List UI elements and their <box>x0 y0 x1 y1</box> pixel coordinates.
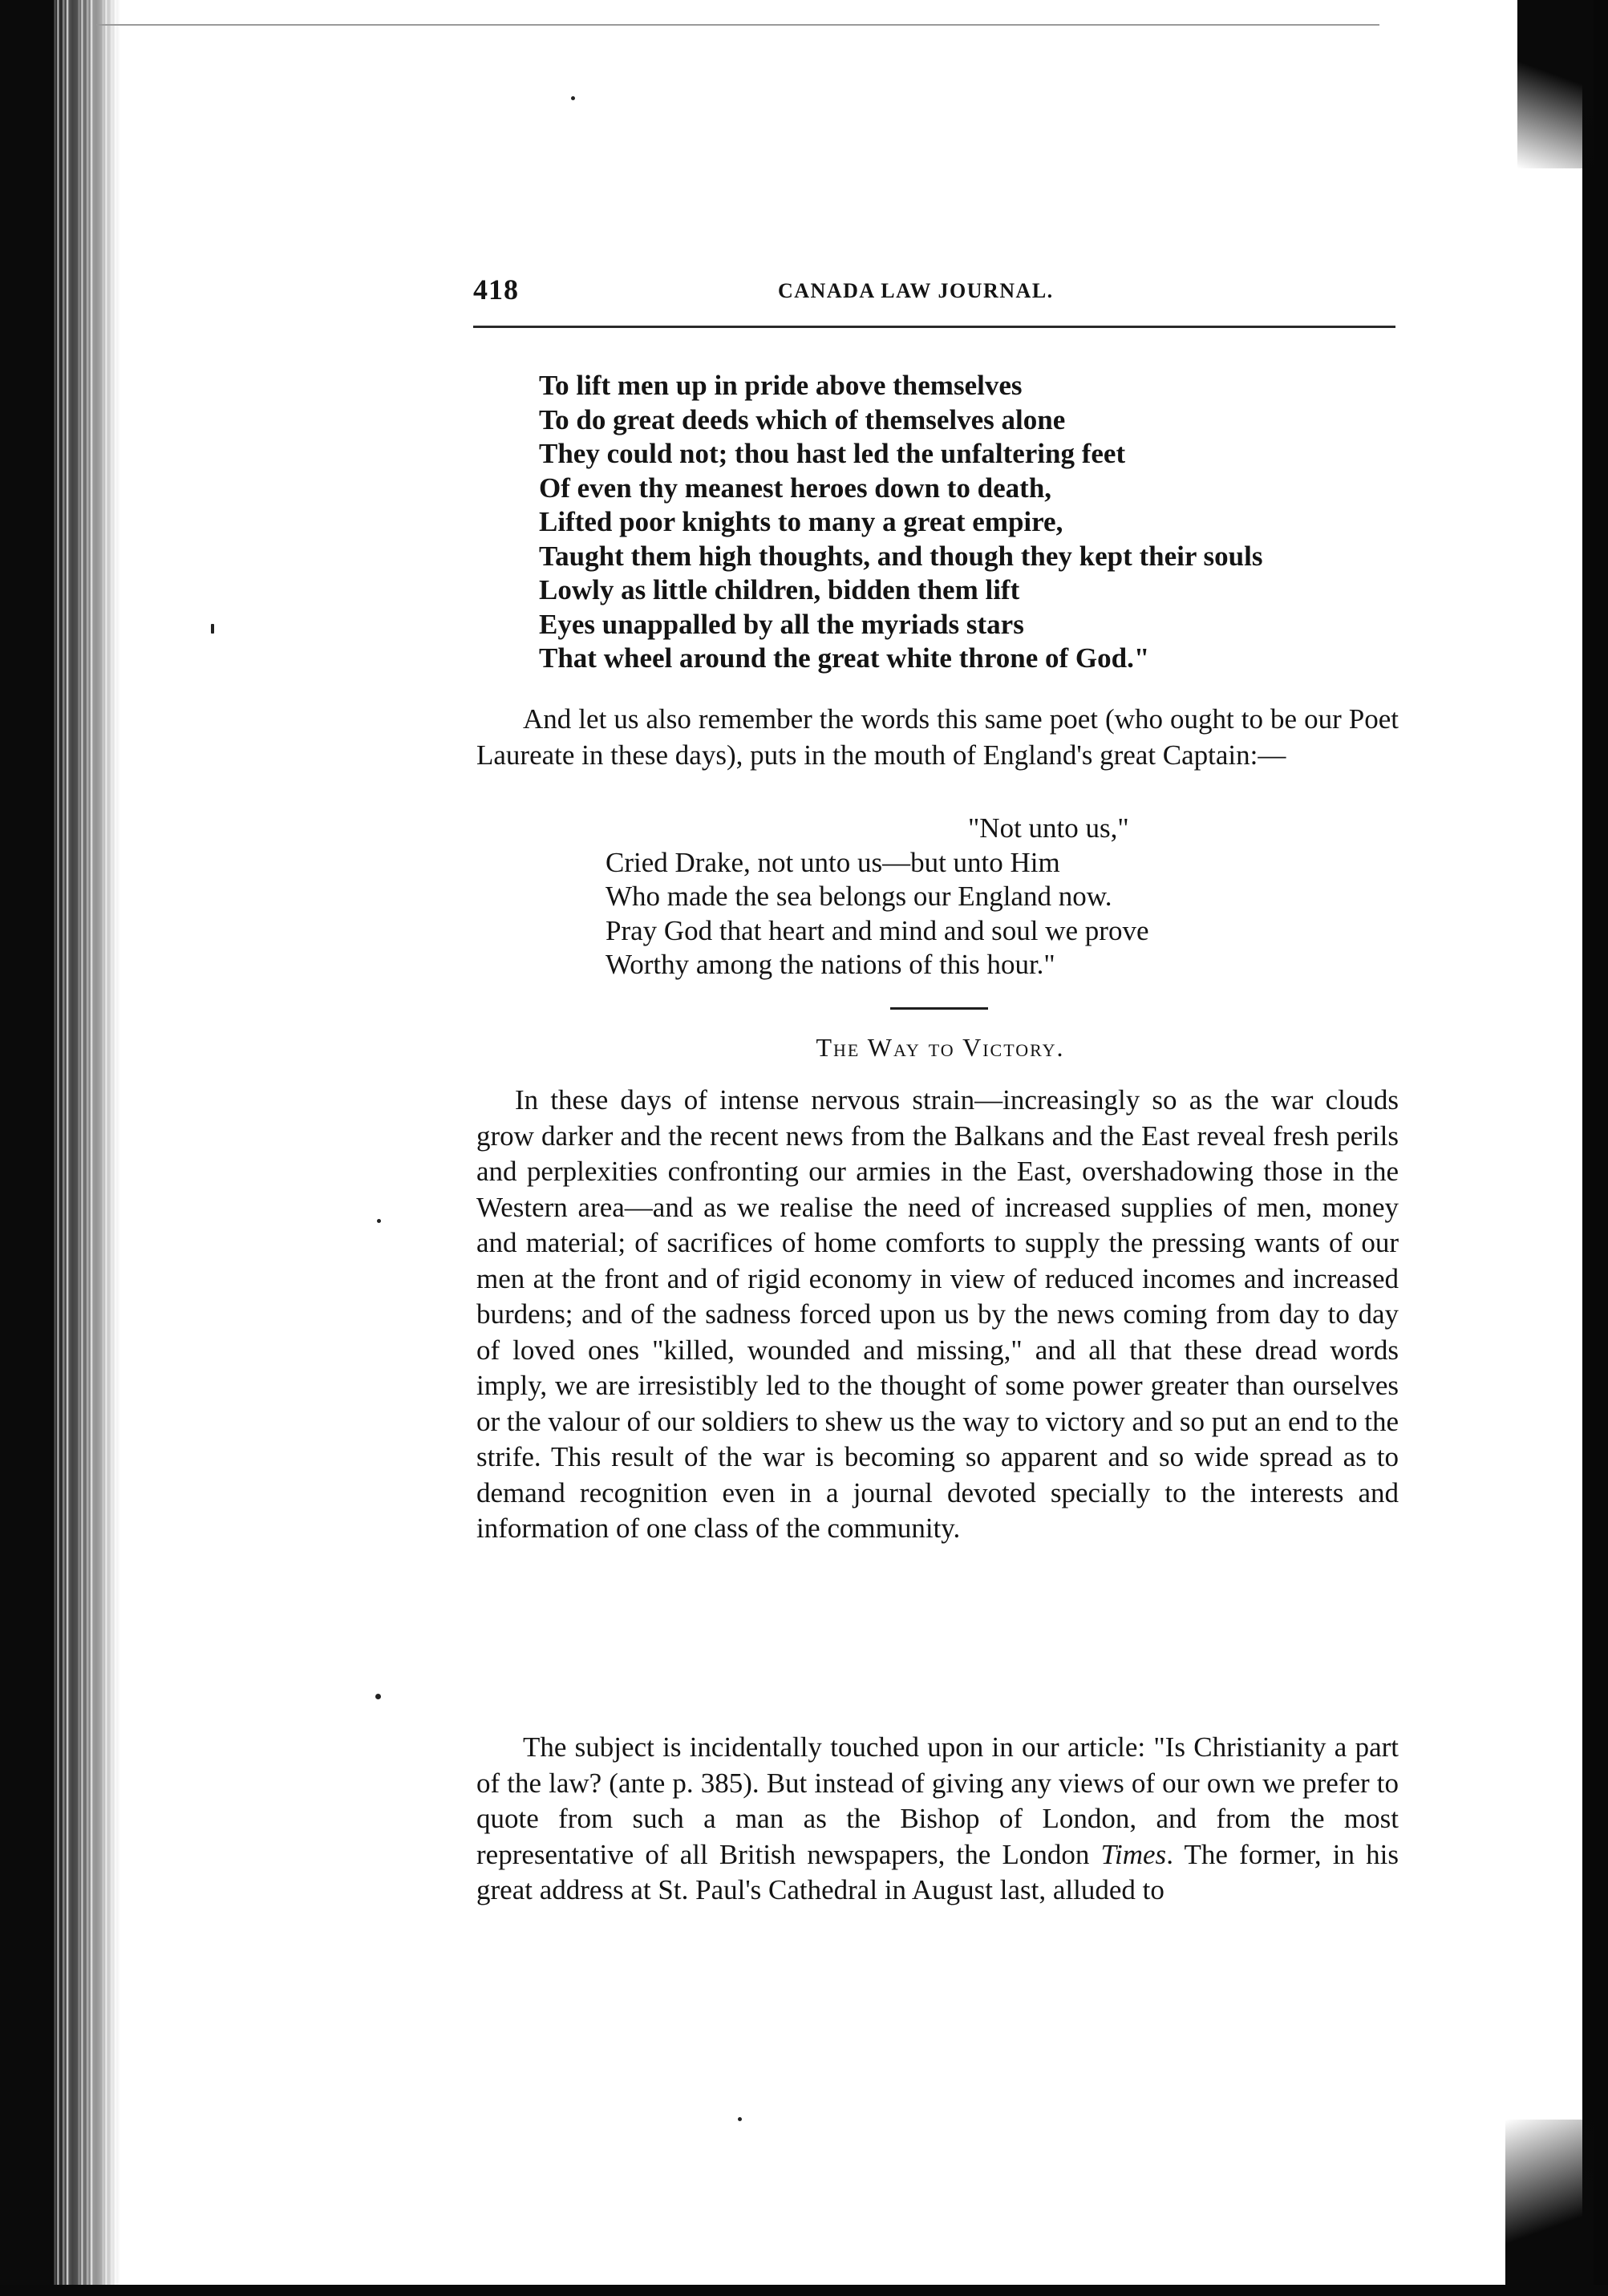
paragraph-way-to-victory: In these days of intense nervous strain—increasingly so as the war clouds grow darker and the recent news from the Balkans and the East reveal fresh perils and perplexities confronting our armies in the East, overshadowing those in the Western area—and as we realise the need of increased supplies of men, money and material; of sacrifices of home comforts to supply the pressing wants of our men at the front and of rigid economy in view of reduced incomes and increased burdens; and of the sadness forced upon us by the news coming from day to day of loved ones "killed, wounded and missing," and all that these dread words imply, we are irresistibly led to the thought of some power greater than ourselves or the valour of our soldiers to shew us the way to victory and so put an end to the strife. This result of the war is becoming so apparent and so wide spread as to demand recognition even in a journal devoted specially to the interests and information of one class of the community. <box>476 1084 1399 1544</box>
poem-line: Taught them high thoughts, and though they kept their souls <box>539 540 1263 572</box>
scan-right-corner-top <box>1517 0 1594 168</box>
scan-bottom-edge <box>0 2285 1608 2296</box>
poem-line: Lowly as little children, bidden them lift <box>539 574 1020 605</box>
paragraph-poet: And let us also remember the words this same poet (who ought to be our Poet Laureate in these days), puts in the mouth of England's great Captain:— <box>476 703 1399 771</box>
quote-line: Who made the sea belongs our England now. <box>606 881 1112 912</box>
scan-speck <box>377 1219 381 1223</box>
scan-speck <box>738 2117 742 2121</box>
newspaper-title: Times <box>1100 1838 1167 1870</box>
poem-line: Lifted poor knights to many a great empire, <box>539 506 1063 537</box>
paragraph-subject <box>476 1730 1399 1909</box>
paragraph-text: The subject is incidentally touched upon in our article: "Is Christianity a part of the law? (ante p. 385). But instead of giving any views of our own we prefer to quote from such a man as the Bishop of London, and from the most representative of all British newspapers, the London <box>476 1731 1399 1870</box>
scan-speck <box>211 624 214 634</box>
poem-line: To lift men up in pride above themselves <box>539 370 1023 401</box>
poem-excerpt <box>539 369 1421 676</box>
running-head: CANADA LAW JOURNAL. <box>778 279 1054 302</box>
scan-right-edge <box>1582 0 1608 2296</box>
scan-top-mark <box>96 24 1379 26</box>
scan-right-corner-bottom <box>1505 2120 1594 2296</box>
page-number: 418 <box>473 273 519 306</box>
poem-line: To do great deeds which of themselves alone <box>539 403 1066 435</box>
section-divider <box>890 1007 988 1010</box>
poem-line: Eyes unappalled by all the myriads stars <box>539 608 1024 640</box>
page-header <box>473 273 1403 313</box>
poem-line: Of even thy meanest heroes down to death, <box>539 472 1052 504</box>
scan-speck <box>571 96 575 100</box>
quote-line: Worthy among the nations of this hour." <box>606 949 1055 980</box>
paragraph-text: . The former, in his great address at St. Paul's Cathedral in August last, alluded to <box>476 1838 1399 1905</box>
scan-speck <box>375 1694 381 1699</box>
scan-left-binding <box>0 0 50 2296</box>
poem-line: They could not; thou hast led the unfaltering feet <box>539 438 1126 469</box>
header-rule <box>473 326 1395 328</box>
quote-line: Cried Drake, not unto us—but unto Him <box>606 846 1060 878</box>
section-title: The Way to Victory. <box>816 1033 1065 1062</box>
poem-line: That wheel around the great white throne of God." <box>539 642 1150 674</box>
drake-quote <box>606 812 1327 982</box>
quote-line: "Not unto us," <box>968 812 1129 844</box>
quote-line: Pray God that heart and mind and soul we prove <box>606 914 1149 946</box>
